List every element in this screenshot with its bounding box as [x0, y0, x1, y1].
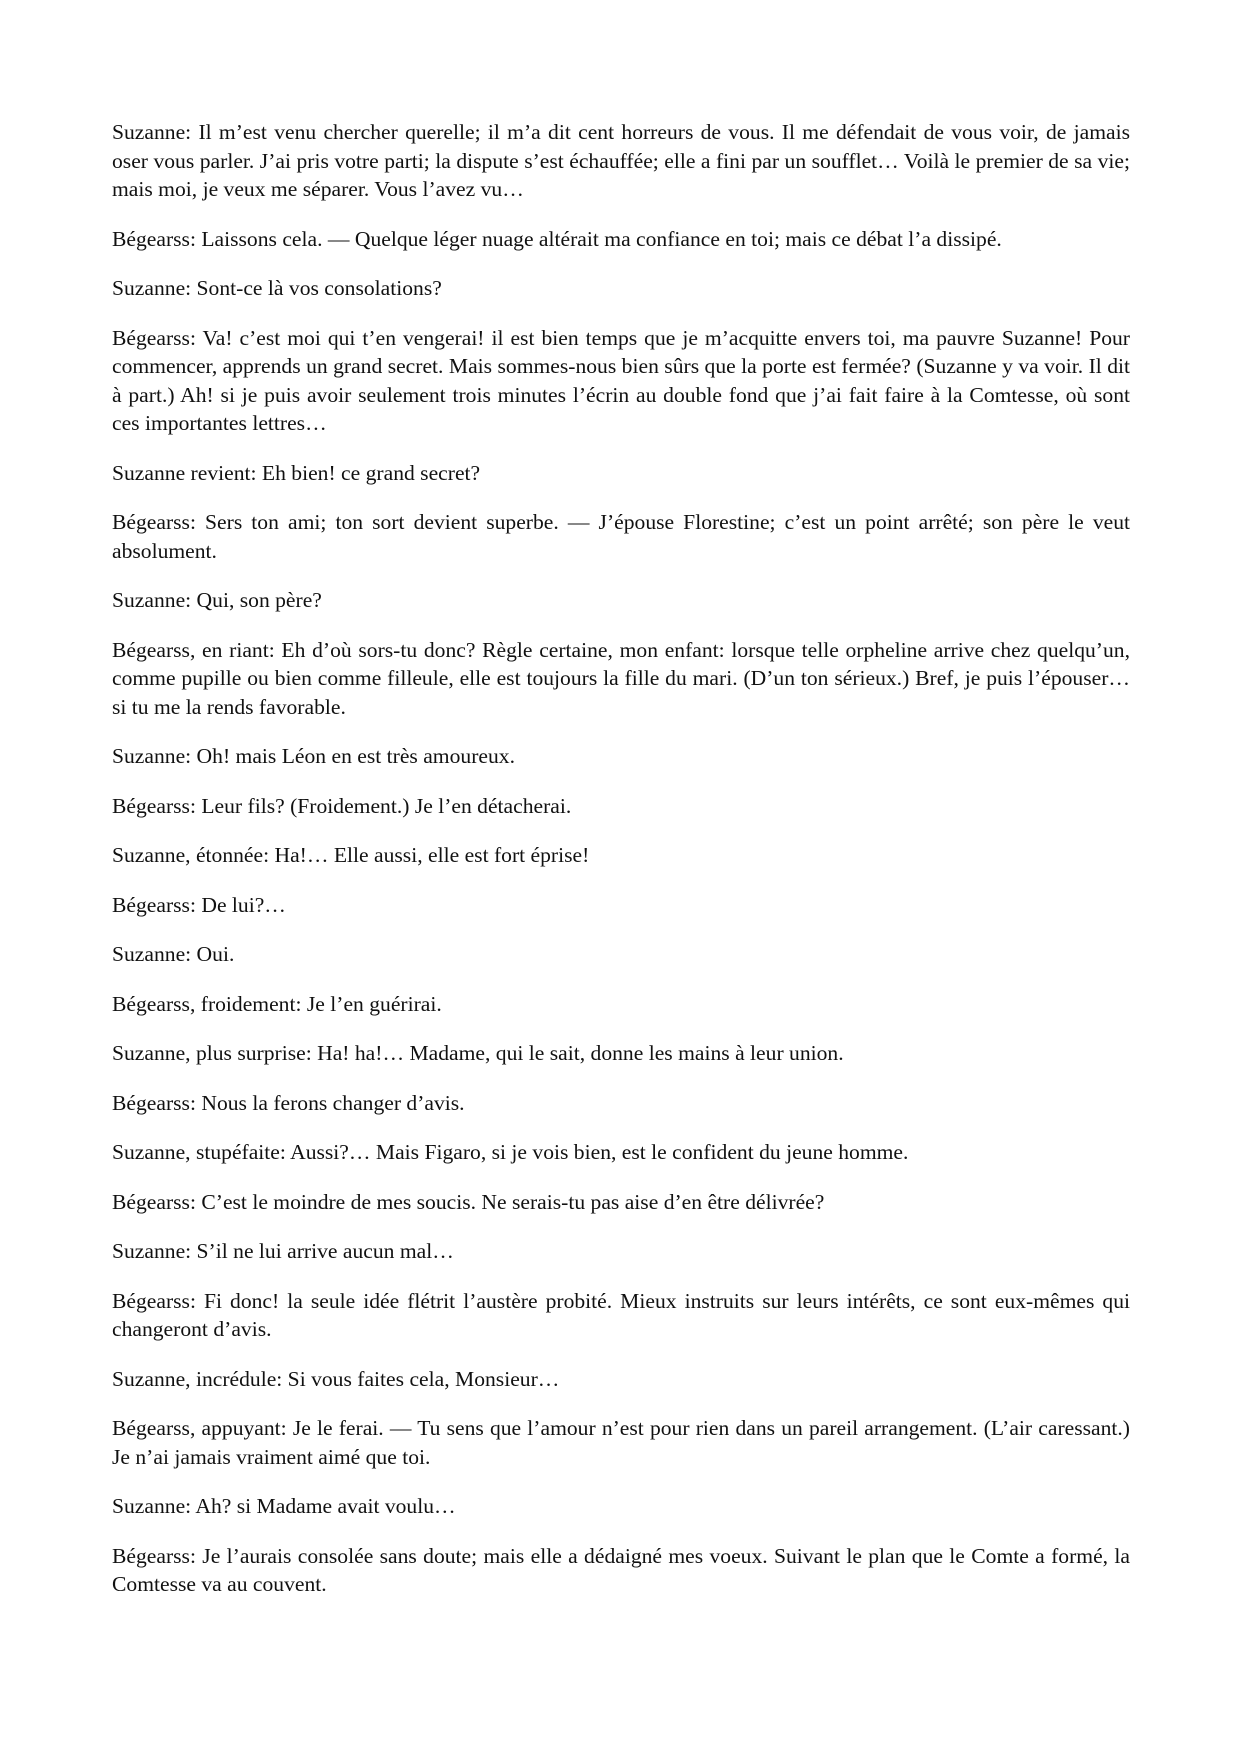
dialogue-line: Suzanne: Il m’est venu chercher querelle; il m’a dit cent horreurs de vous. Il me défendait de vous voir, de jamais oser vous parler. J’ai pris votre parti; la dispute s’est échauffée; elle a fini par un soufflet… Voilà le premier de sa vie; mais moi, je veux me séparer. Vous l’avez vu…	[112, 120, 1130, 201]
dialogue-line: Bégearss: C’est le moindre de mes soucis. Ne serais-tu pas aise d’en être délivrée?	[112, 1189, 825, 1214]
dialogue-line: Suzanne, étonnée: Ha!… Elle aussi, elle est fort éprise!	[112, 843, 590, 867]
dialogue-line: Suzanne, incrédule: Si vous faites cela, Monsieur…	[112, 1366, 560, 1391]
dialogue-line: Suzanne, plus surprise: Ha! ha!… Madame, qui le sait, donne les mains à leur union.	[112, 1041, 844, 1065]
dialogue-line: Suzanne revient: Eh bien! ce grand secret?	[112, 460, 481, 485]
dialogue-line: Bégearss: Va! c’est moi qui t’en vengerai! il est bien temps que je m’acquitte envers toi, ma pauvre Suzanne! Pour commencer, apprends un grand secret. Mais sommes-nous bien sûrs que la porte est fermée? (Suzanne y va voir. Il dit à part.) Ah! si je puis avoir seulement trois minutes l’écrin au double fond que j’ai fait faire à la Comtesse, où sont ces importantes lettres…	[112, 325, 1130, 435]
dialogue-line: Suzanne, stupéfaite: Aussi?… Mais Figaro, si je vois bien, est le confident du jeune homme.	[112, 1140, 909, 1164]
dialogue-line: Suzanne: Oh! mais Léon en est très amoureux.	[112, 744, 515, 768]
dialogue-line: Suzanne: S’il ne lui arrive aucun mal…	[112, 1239, 454, 1263]
dialogue-line: Bégearss: De lui?…	[112, 892, 286, 917]
dialogue-line: Bégearss: Je l’aurais consolée sans doute; mais elle a dédaigné mes voeux. Suivant le plan que le Comte a formé, la Comtesse va au couvent.	[112, 1543, 1130, 1596]
dialogue-line: Bégearss: Laissons cela. — Quelque léger nuage altérait ma confiance en toi; mais ce débat l’a dissipé.	[112, 226, 1002, 251]
dialogue-line: Bégearss, appuyant: Je le ferai. — Tu sens que l’amour n’est pour rien dans un pareil arrangement. (L’air caressant.) Je n’ai jamais vraiment aimé que toi.	[112, 1416, 1130, 1469]
dialogue-line: Suzanne: Ah? si Madame avait voulu…	[112, 1494, 456, 1518]
dialogue-line: Suzanne: Sont-ce là vos consolations?	[112, 276, 442, 300]
dialogue-line: Bégearss: Leur fils? (Froidement.) Je l’en détacherai.	[112, 793, 572, 818]
dialogue-line: Bégearss: Sers ton ami; ton sort devient superbe. — J’épouse Florestine; c’est un point arrêté; son père le veut absolument.	[112, 510, 1130, 563]
dialogue-line: Bégearss: Nous la ferons changer d’avis.	[112, 1090, 465, 1115]
document-page	[112, 118, 1130, 1620]
dialogue-line: Bégearss, froidement: Je l’en guérirai.	[112, 991, 442, 1016]
dialogue-line: Suzanne: Qui, son père?	[112, 588, 322, 612]
dialogue-line: Bégearss: Fi donc! la seule idée flétrit l’austère probité. Mieux instruits sur leurs intérêts, ce sont eux-mêmes qui changeront d’avis.	[112, 1288, 1130, 1341]
dialogue-line: Suzanne: Oui.	[112, 942, 235, 966]
dialogue-line: Bégearss, en riant: Eh d’où sors-tu donc? Règle certaine, mon enfant: lorsque telle orpheline arrive chez quelqu’un, comme pupille ou bien comme filleule, elle est toujours la fille du mari. (D’un ton sérieux.) Bref, je puis l’épouser… si tu me la rends favorable.	[112, 637, 1130, 719]
